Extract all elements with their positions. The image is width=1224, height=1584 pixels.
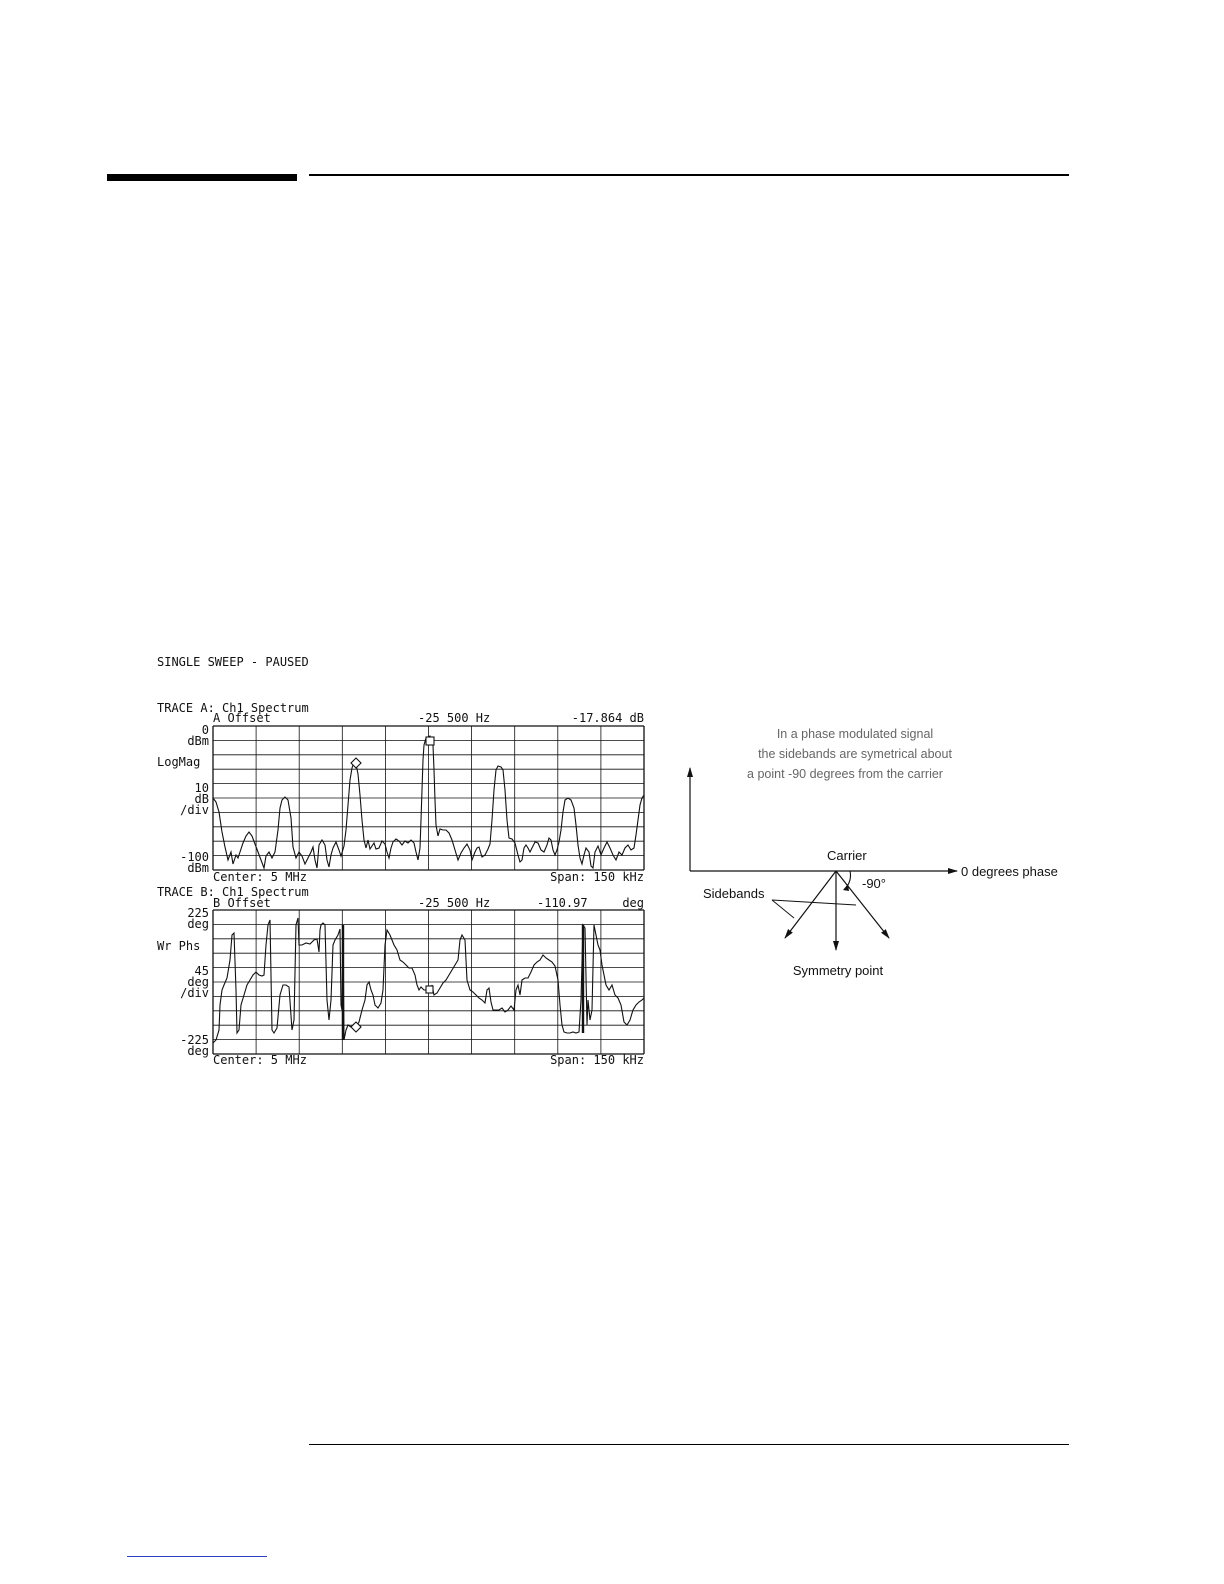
trace-a-scale-per: /div xyxy=(180,803,209,817)
sidebands-leader-1 xyxy=(772,900,794,918)
trace-a-panel xyxy=(157,701,644,884)
diagram-note-line1: In a phase modulated signal xyxy=(776,727,934,741)
trace-a-marker-box xyxy=(426,737,434,745)
trace-b-span: Span: 150 kHz xyxy=(550,1053,644,1067)
trace-a-offset-label: A Offset xyxy=(213,711,271,725)
trace-b-center: Center: 5 MHz xyxy=(213,1053,307,1067)
trace-b-marker-diamond xyxy=(351,1022,361,1032)
angle-label: -90° xyxy=(862,876,886,891)
trace-a-title: TRACE A: Ch1 Spectrum xyxy=(157,701,309,715)
footer-link-underline xyxy=(127,1556,267,1557)
trace-a-span: Span: 150 kHz xyxy=(550,870,644,884)
sideband-left-arrow xyxy=(785,871,836,938)
trace-a-grid xyxy=(213,726,644,870)
trace-a-scale-unit: dB xyxy=(194,792,209,806)
diagram-note-line2: the sidebands are symetrical about xyxy=(758,747,952,761)
trace-b-title: TRACE B: Ch1 Spectrum xyxy=(157,885,309,899)
trace-a-bottom-unit: dBm xyxy=(187,861,209,875)
trace-a-bottom-value: -100 xyxy=(180,850,209,864)
trace-b-panel xyxy=(157,885,644,1067)
trace-a-format: LogMag xyxy=(157,755,201,769)
footer-rule xyxy=(309,1444,1069,1445)
trace-a-marker-freq: -25 500 Hz xyxy=(418,711,491,725)
carrier-label: Carrier xyxy=(827,848,867,863)
symmetry-label: Symmetry point xyxy=(792,963,884,978)
trace-a-scale-value: 10 xyxy=(194,781,209,795)
sweep-status: SINGLE SWEEP - PAUSED xyxy=(157,655,309,669)
trace-b-marker-unit: deg xyxy=(622,896,644,910)
trace-b-scale-value: 45 xyxy=(194,964,209,978)
trace-b-top-unit: deg xyxy=(187,917,209,931)
trace-a-top-unit: dBm xyxy=(187,734,209,748)
trace-b-offset-label: B Offset xyxy=(213,896,271,910)
trace-b-format: Wr Phs xyxy=(157,939,201,953)
trace-b-bottom-unit: deg xyxy=(187,1044,209,1058)
trace-b-marker-box xyxy=(426,986,433,993)
trace-b-bottom-value: -225 xyxy=(180,1033,209,1047)
sidebands-label: Sidebands xyxy=(703,886,765,901)
trace-b-marker-value: -110.97 xyxy=(537,896,588,910)
trace-a-center: Center: 5 MHz xyxy=(213,870,307,884)
zero-phase-label: 0 degrees phase xyxy=(961,864,1058,879)
trace-b-scale-per: /div xyxy=(180,986,209,1000)
trace-b-marker-freq: -25 500 Hz xyxy=(418,896,491,910)
trace-a-marker-value: -17.864 dB xyxy=(571,711,644,725)
phase-diagram xyxy=(690,727,1058,978)
diagram-note-line3: a point -90 degrees from the carrier xyxy=(747,767,943,781)
trace-a-top-value: 0 xyxy=(201,723,209,737)
angle-arc-head xyxy=(843,884,849,891)
trace-b-scale-unit: deg xyxy=(187,975,209,989)
trace-b-top-value: 225 xyxy=(187,906,209,920)
